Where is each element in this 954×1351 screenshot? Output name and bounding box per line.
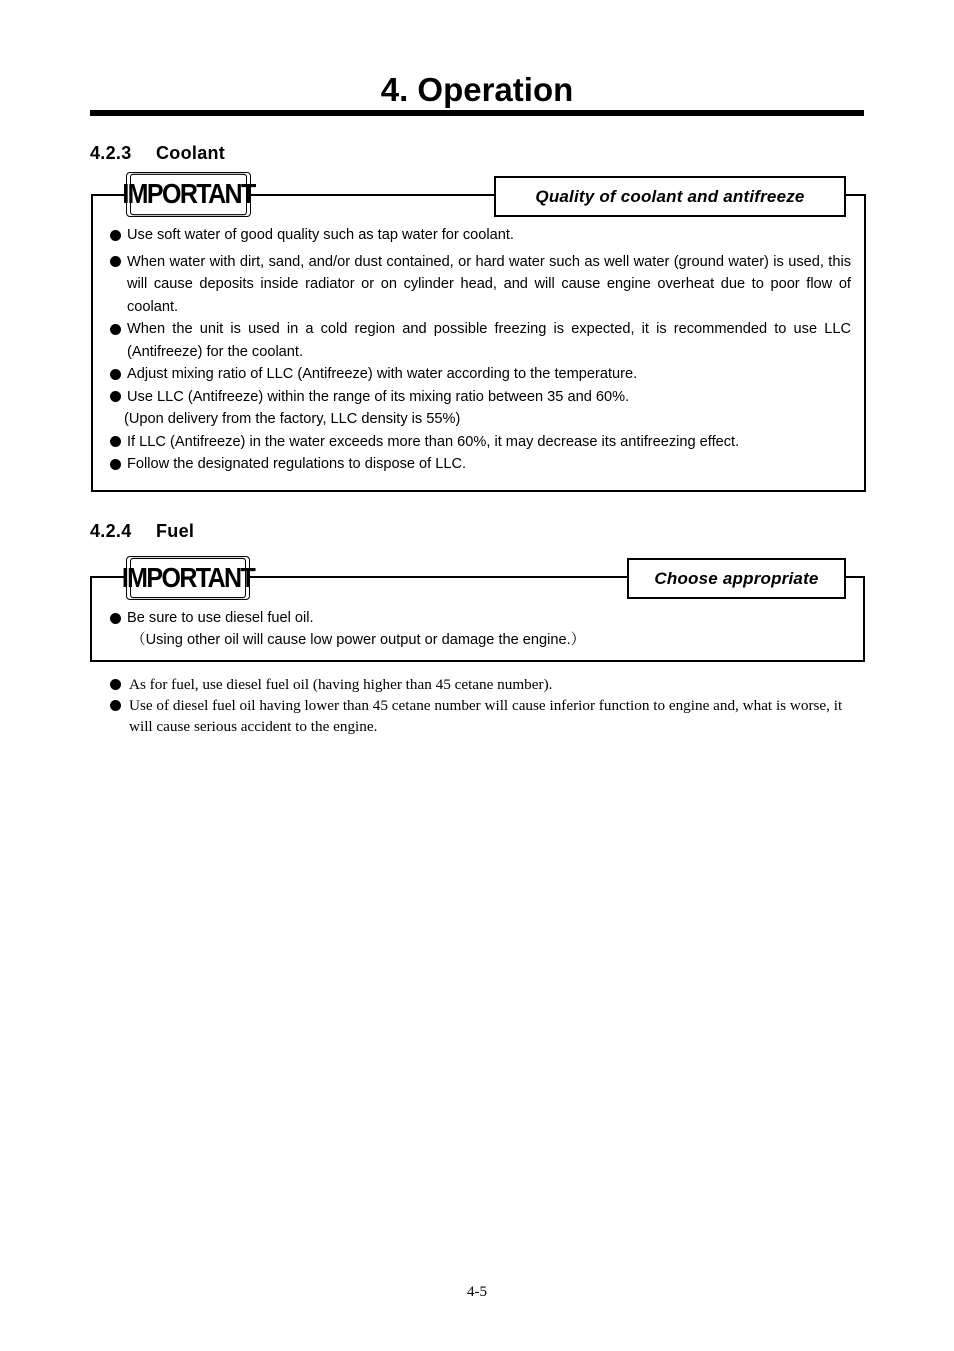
list-item: Adjust mixing ratio of LLC (Antifreeze) with water according to the temperature. — [110, 363, 851, 386]
bullet-icon — [110, 391, 121, 402]
section-number: 4.2.3 — [90, 143, 132, 163]
list-item: Use of diesel fuel oil having lower than 45 cetane number will cause inferior function to engine and, what is worse, it will cause serious accident to the engine. — [110, 695, 852, 737]
list-item: If LLC (Antifreeze) in the water exceeds more than 60%, it may decrease its antifreezing effect. — [110, 431, 851, 454]
coolant-topic-tag: Quality of coolant and antifreeze — [494, 176, 846, 217]
bullet-icon — [110, 700, 121, 711]
list-item: When water with dirt, sand, and/or dust contained, or hard water such as well water (ground water) is used, this will cause deposits inside radiator or on cylinder head, and will cause engine overheat due to poor flow of coolant. — [110, 251, 851, 319]
section-title: Fuel — [156, 521, 195, 541]
bullet-icon — [110, 436, 121, 447]
bullet-icon — [110, 613, 121, 624]
fuel-bullet-list — [110, 608, 851, 651]
page-title: 4. Operation — [380, 71, 574, 108]
list-item-continuation: （Using other oil will cause low power output or damage the engine.） — [131, 631, 586, 648]
important-badge — [121, 556, 255, 600]
list-item: Use soft water of good quality such as tap water for coolant. — [110, 224, 851, 247]
list-item: Follow the designated regulations to dispose of LLC. — [110, 453, 851, 476]
bullet-icon — [110, 679, 121, 690]
list-item: When the unit is used in a cold region and possible freezing is expected, it is recommended to use LLC (Antifreeze) for the coolant. — [110, 318, 851, 363]
important-badge-label: IMPORTANT — [130, 174, 247, 215]
bullet-icon — [110, 256, 121, 267]
bullet-icon — [110, 369, 121, 380]
fuel-notes-list — [110, 674, 852, 737]
bullet-icon — [110, 459, 121, 470]
list-item-continuation: (Upon delivery from the factory, LLC density is 55%) — [124, 411, 461, 427]
title-rule — [90, 110, 864, 116]
coolant-bullet-list — [110, 224, 851, 476]
section-heading-fuel — [90, 520, 194, 542]
section-title: Coolant — [156, 143, 226, 163]
fuel-topic-tag: Choose appropriate — [627, 558, 846, 599]
important-badge-label: IMPORTANT — [130, 558, 246, 598]
list-item: Be sure to use diesel fuel oil. — [110, 608, 851, 630]
bullet-icon — [110, 324, 121, 335]
section-number: 4.2.4 — [90, 521, 132, 541]
important-badge — [122, 172, 255, 217]
section-heading-coolant — [90, 142, 225, 164]
bullet-icon — [110, 230, 121, 241]
list-item: Use LLC (Antifreeze) within the range of its mixing ratio between 35 and 60%. — [110, 386, 851, 409]
page-number: 4-5 — [467, 1284, 487, 1300]
list-item: As for fuel, use diesel fuel oil (having higher than 45 cetane number). — [110, 674, 852, 695]
